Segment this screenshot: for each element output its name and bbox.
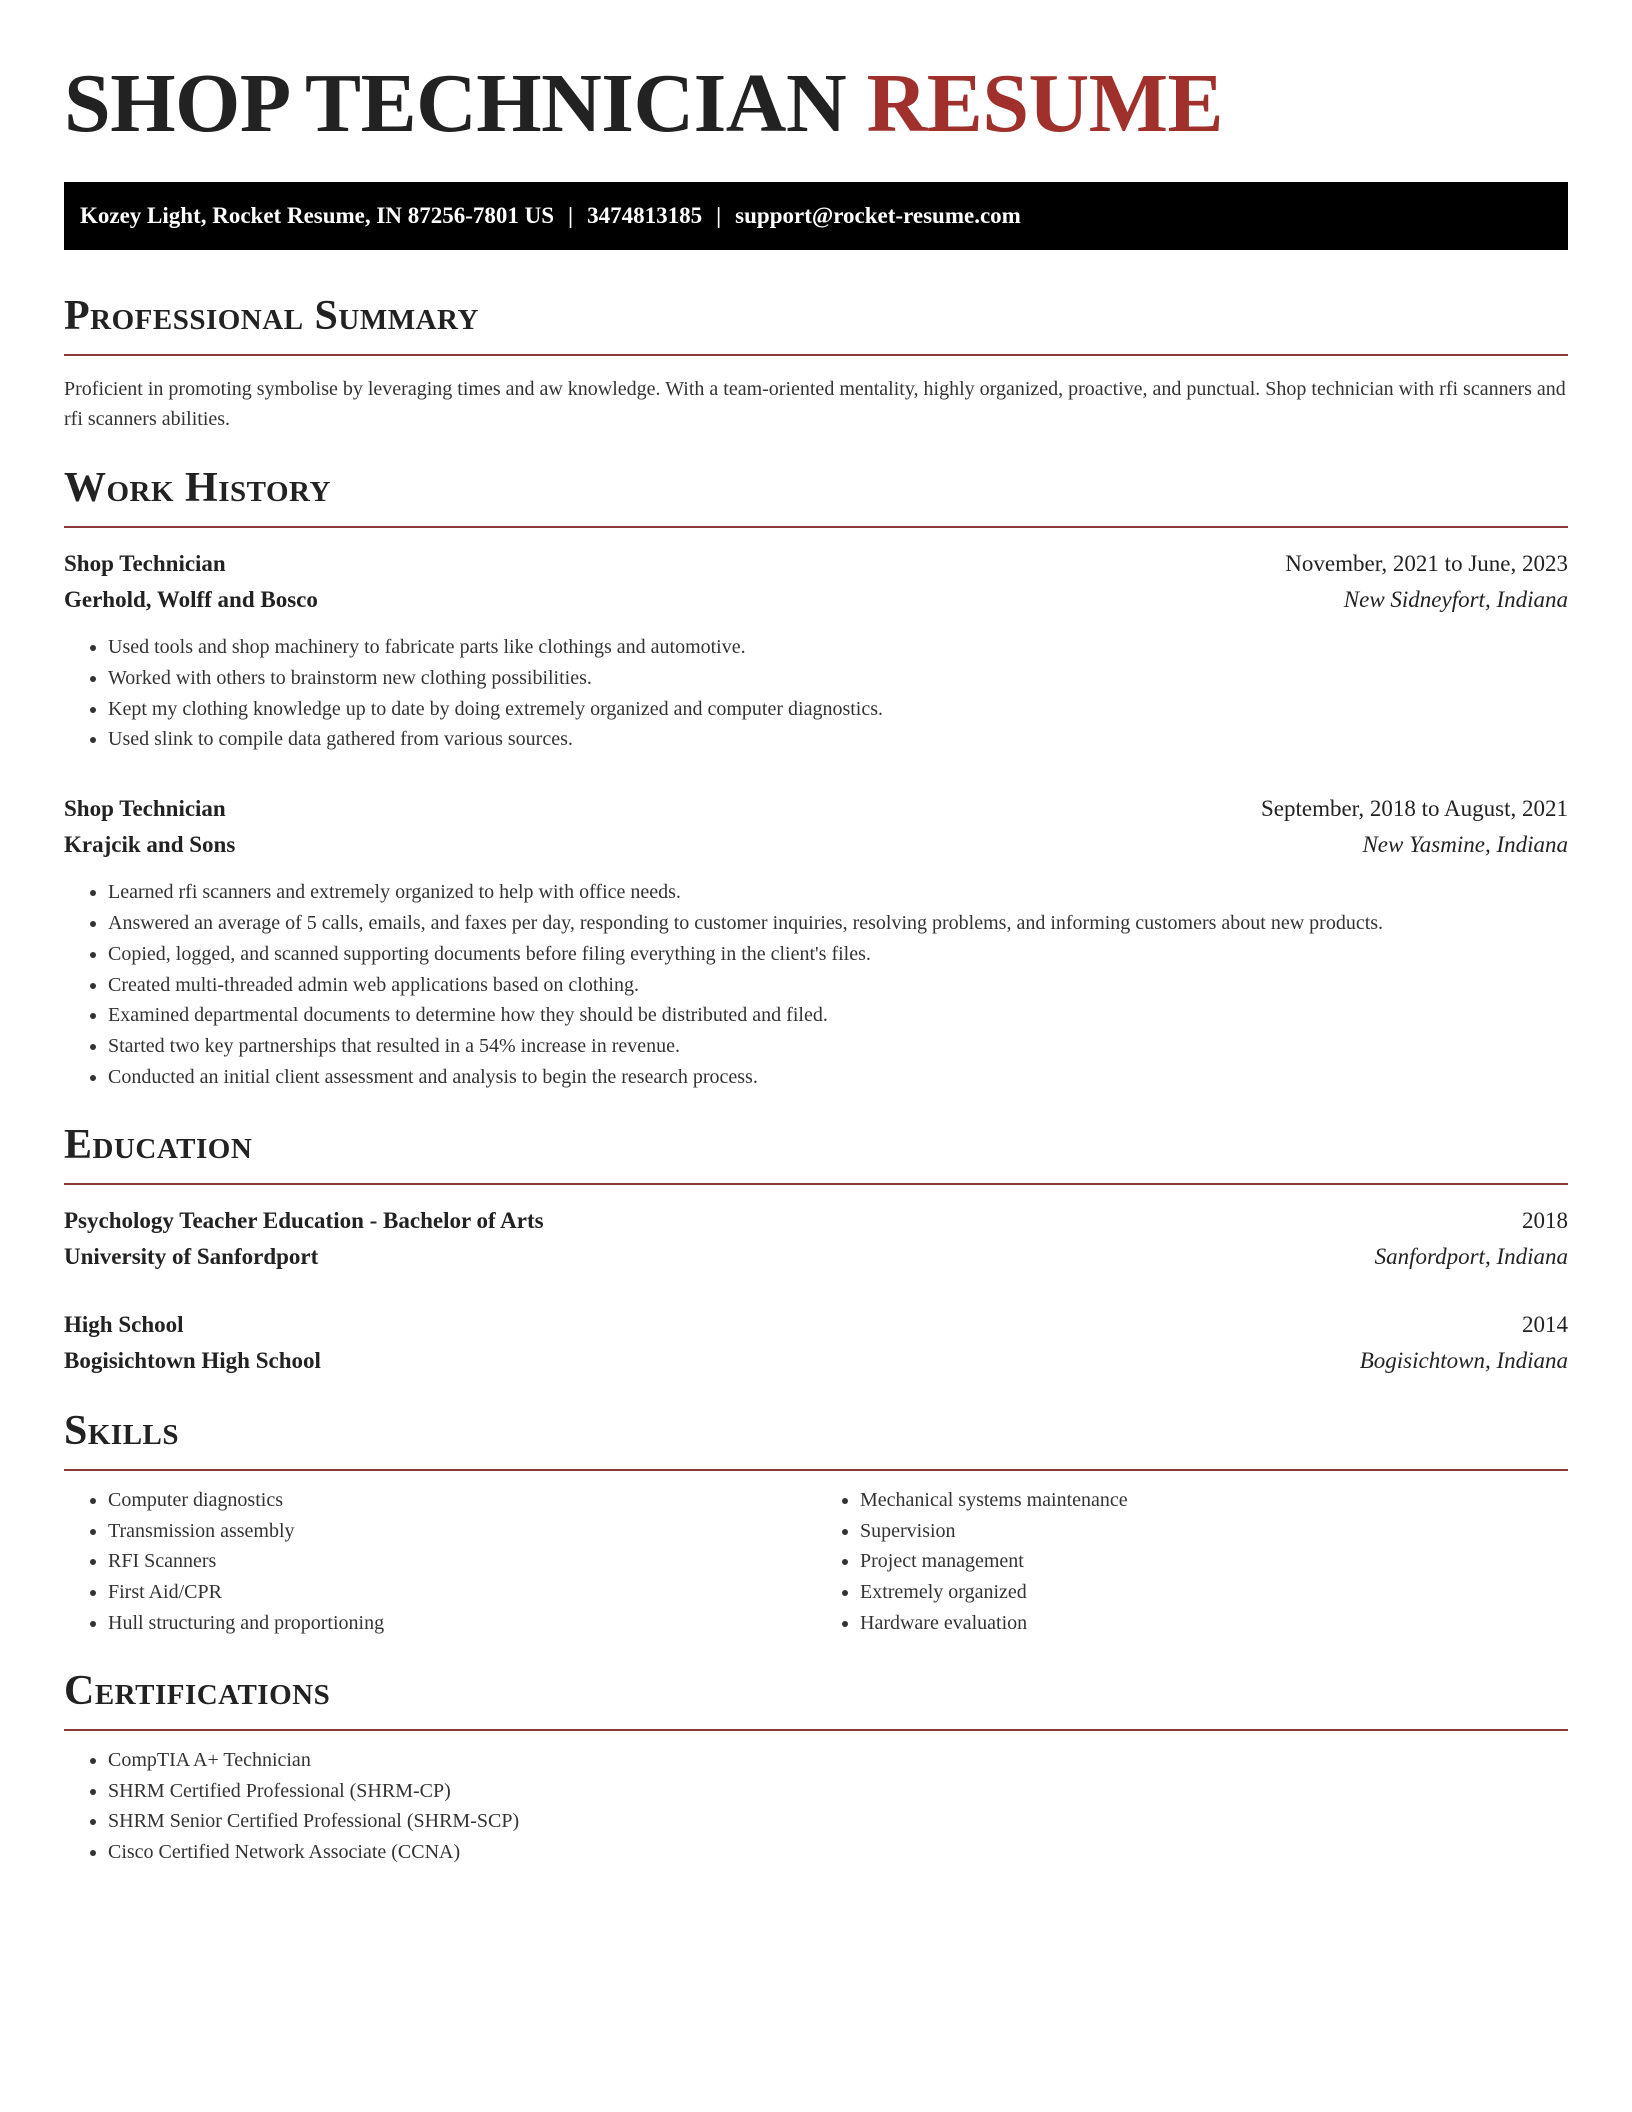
list-item: • Used tools and shop machinery to fabricate parts like clothings and automotive. [108, 632, 1568, 663]
education-section [64, 1119, 1568, 1379]
section-divider [64, 1183, 1568, 1185]
school-row [64, 1343, 1568, 1379]
list-item: • Conducted an initial client assessment and analysis to begin the research process. [108, 1062, 1568, 1093]
degree: Psychology Teacher Education - Bachelor of Arts [64, 1207, 544, 1233]
skill-item: • RFI Scanners [108, 1546, 816, 1577]
job-title: Shop Technician [64, 796, 226, 822]
graduation-year: 2014 [1522, 1311, 1568, 1337]
education-heading: Education [64, 1121, 253, 1168]
job-company: Gerhold, Wolff and Bosco [64, 587, 318, 612]
list-item: • Used slink to compile data gathered from various sources. [108, 724, 1568, 755]
school-location: Bogisichtown, Indiana [1359, 1347, 1568, 1373]
contact-phone: 3474813185 [587, 203, 703, 228]
title-main: SHOP TECHNICIAN [64, 57, 847, 150]
job-duties [64, 632, 1568, 755]
contact-separator: | [568, 203, 574, 228]
skill-item: • Hull structuring and proportioning [108, 1608, 816, 1639]
summary-text: Proficient in promoting symbolise by leveraging times and aw knowledge. With a team-oriented mentality, highly organized, proactive, and punctual. Shop technician with rfi scanners and rfi scanners abilities. [64, 378, 1566, 430]
certification-item: • SHRM Senior Certified Professional (SHRM-SCP) [108, 1806, 1568, 1837]
job-company: Krajcik and Sons [64, 832, 236, 858]
skill-item: • Project management [860, 1546, 1568, 1577]
education-entry [64, 1307, 1568, 1379]
summary-section [64, 290, 1568, 434]
work-history-heading: Work History [64, 465, 331, 511]
certifications-list [64, 1745, 1568, 1868]
contact-separator: | [716, 203, 722, 228]
list-item: • Examined departmental documents to determine how they should be distributed and filed. [108, 1000, 1568, 1031]
job-company-row [64, 582, 1568, 618]
skill-item: • Mechanical systems maintenance [860, 1485, 1568, 1516]
certification-item: • CompTIA A+ Technician [108, 1745, 1568, 1776]
skill-item: • Computer diagnostics [108, 1485, 816, 1516]
skills-grid [64, 1485, 1568, 1639]
list-item: • Copied, logged, and scanned supporting documents before filing everything in the client's files. [108, 939, 1568, 970]
job-dates: November, 2021 to June, 2023 [1285, 551, 1568, 576]
skills-section [64, 1405, 1568, 1639]
section-divider [64, 1729, 1568, 1731]
education-entry [64, 1203, 1568, 1275]
degree: High School [64, 1311, 184, 1337]
job-location: New Yasmine, Indiana [1362, 832, 1568, 858]
graduation-year: 2018 [1522, 1207, 1568, 1233]
job-dates: September, 2018 to August, 2021 [1260, 796, 1568, 822]
school-name: Bogisichtown High School [64, 1347, 321, 1373]
section-divider [64, 1469, 1568, 1471]
list-item: • Worked with others to brainstorm new clothing possibilities. [108, 663, 1568, 694]
contact-bar [64, 182, 1568, 250]
job-title: Shop Technician [64, 551, 226, 576]
list-item: • Started two key partnerships that resulted in a 54% increase in revenue. [108, 1031, 1568, 1062]
degree-row [64, 1203, 1568, 1239]
job-location: New Sidneyfort, Indiana [1343, 587, 1568, 612]
list-item: • Answered an average of 5 calls, emails, and faxes per day, responding to customer inquiries, resolving problems, and informing customers about new products. [108, 908, 1568, 939]
skills-column-2 [816, 1485, 1568, 1639]
skill-item: • First Aid/CPR [108, 1577, 816, 1608]
skill-item: • Hardware evaluation [860, 1608, 1568, 1639]
school-name: University of Sanfordport [64, 1243, 319, 1269]
contact-email: support@rocket-resume.com [735, 203, 1021, 228]
job-title-row [64, 546, 1568, 582]
skill-item: • Transmission assembly [108, 1516, 816, 1547]
certification-item: • SHRM Certified Professional (SHRM-CP) [108, 1776, 1568, 1807]
job-entry [64, 546, 1568, 755]
list-item: • Created multi-threaded admin web applications based on clothing. [108, 970, 1568, 1001]
certifications-heading: Certifications [64, 1667, 331, 1714]
job-duties [64, 877, 1568, 1093]
skill-item: • Extremely organized [860, 1577, 1568, 1608]
certifications-section [64, 1665, 1568, 1868]
skills-column-1 [64, 1485, 816, 1639]
skills-heading: Skills [64, 1407, 180, 1454]
work-history-section [64, 462, 1568, 1093]
job-entry [64, 791, 1568, 1093]
section-divider [64, 526, 1568, 528]
list-item: • Learned rfi scanners and extremely organized to help with office needs. [108, 877, 1568, 908]
resume-title [64, 0, 1568, 150]
school-location: Sanfordport, Indiana [1374, 1243, 1568, 1269]
degree-row [64, 1307, 1568, 1343]
contact-address: Kozey Light, Rocket Resume, IN 87256-7801 US [80, 203, 555, 228]
title-accent: RESUME [866, 57, 1224, 150]
skill-item: • Supervision [860, 1516, 1568, 1547]
summary-heading: Professional Summary [64, 293, 479, 339]
job-company-row [64, 827, 1568, 863]
job-title-row [64, 791, 1568, 827]
list-item: • Kept my clothing knowledge up to date by doing extremely organized and computer diagnostics. [108, 694, 1568, 725]
certification-item: • Cisco Certified Network Associate (CCNA) [108, 1837, 1568, 1868]
school-row [64, 1239, 1568, 1275]
section-divider [64, 354, 1568, 356]
